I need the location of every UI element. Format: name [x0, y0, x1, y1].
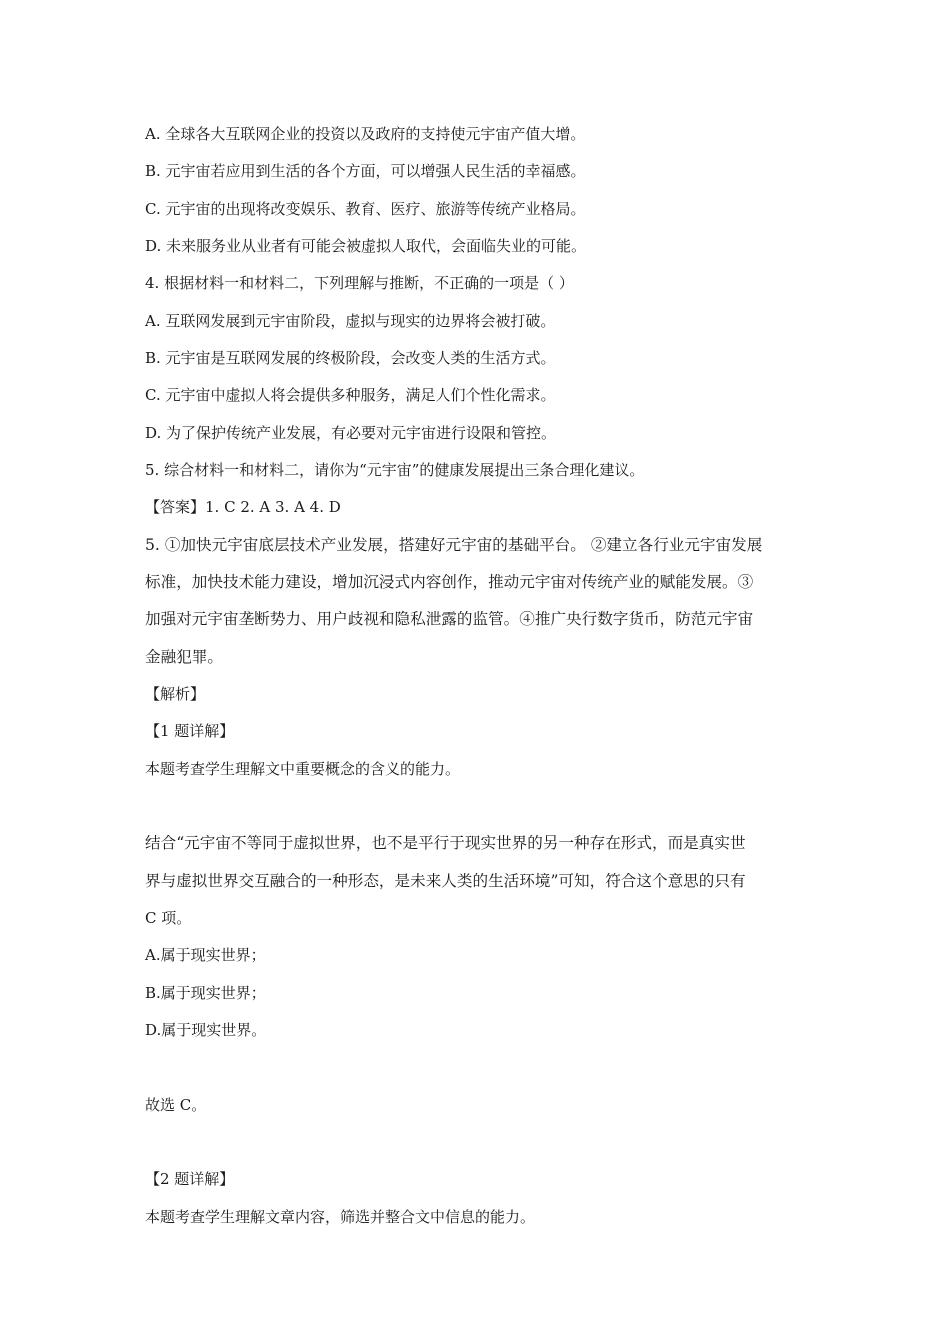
- q1-body-line: 结合“元宇宙不等同于虚拟世界，也不是平行于现实世界的另一种存在形式，而是真实世: [145, 834, 746, 852]
- answer-q5-line: 5. ①加快元宇宙底层技术产业发展，搭建好元宇宙的基础平台。 ②建立各行业元宇宙发展: [145, 536, 763, 554]
- q4-option-b: B. 元宇宙是互联网发展的终极阶段，会改变人类的生活方式。: [145, 349, 556, 367]
- answer-q5-line: 金融犯罪。: [145, 648, 223, 666]
- q3-option-d: D. 未来服务业从业者有可能会被虚拟人取代，会面临失业的可能。: [145, 237, 587, 255]
- q1-note: B.属于现实世界；: [145, 984, 266, 1002]
- q1-intro: 本题考查学生理解文中重要概念的含义的能力。: [145, 760, 461, 778]
- q1-detail-heading: 【1 题详解】: [145, 722, 235, 740]
- q3-option-b: B. 元宇宙若应用到生活的各个方面，可以增强人民生活的幸福感。: [145, 162, 586, 180]
- q4-option-d: D. 为了保护传统产业发展，有必要对元宇宙进行设限和管控。: [145, 424, 557, 442]
- q1-body-line: C 项。: [145, 909, 192, 927]
- q5-stem: 5. 综合材料一和材料二，请你为“元宇宙”的健康发展提出三条合理化建议。: [145, 461, 645, 479]
- q1-body-line: 界与虚拟世界交互融合的一种形态，是未来人类的生活环境”可知，符合这个意思的只有: [145, 872, 746, 890]
- q4-stem: 4. 根据材料一和材料二，下列理解与推断，不正确的一项是（ ）: [145, 274, 574, 292]
- analysis-heading: 【解析】: [145, 685, 206, 703]
- answer-q5-line: 标准，加快技术能力建设，增加沉浸式内容创作，推动元宇宙对传统产业的赋能发展。③: [145, 573, 754, 591]
- answer-q5-line: 加强对元宇宙垄断势力、用户歧视和隐私泄露的监管。④推广央行数字货币，防范元宇宙: [145, 610, 754, 628]
- q3-option-c: C. 元宇宙的出现将改变娱乐、教育、医疗、旅游等传统产业格局。: [145, 200, 586, 218]
- q2-detail-heading: 【2 题详解】: [145, 1170, 235, 1188]
- q4-option-a: A. 互联网发展到元宇宙阶段，虚拟与现实的边界将会被打破。: [145, 312, 556, 330]
- q4-option-c: C. 元宇宙中虚拟人将会提供多种服务，满足人们个性化需求。: [145, 386, 556, 404]
- q3-option-a: A. 全球各大互联网企业的投资以及政府的支持使元宇宙产值大增。: [145, 125, 586, 143]
- q1-note: A.属于现实世界；: [145, 946, 266, 964]
- q2-intro: 本题考查学生理解文章内容，筛选并整合文中信息的能力。: [145, 1208, 536, 1226]
- q1-note: D.属于现实世界。: [145, 1021, 267, 1039]
- q1-conclusion: 故选 C。: [145, 1096, 207, 1114]
- answer-line: 【答案】1. C 2. A 3. A 4. D: [145, 498, 341, 516]
